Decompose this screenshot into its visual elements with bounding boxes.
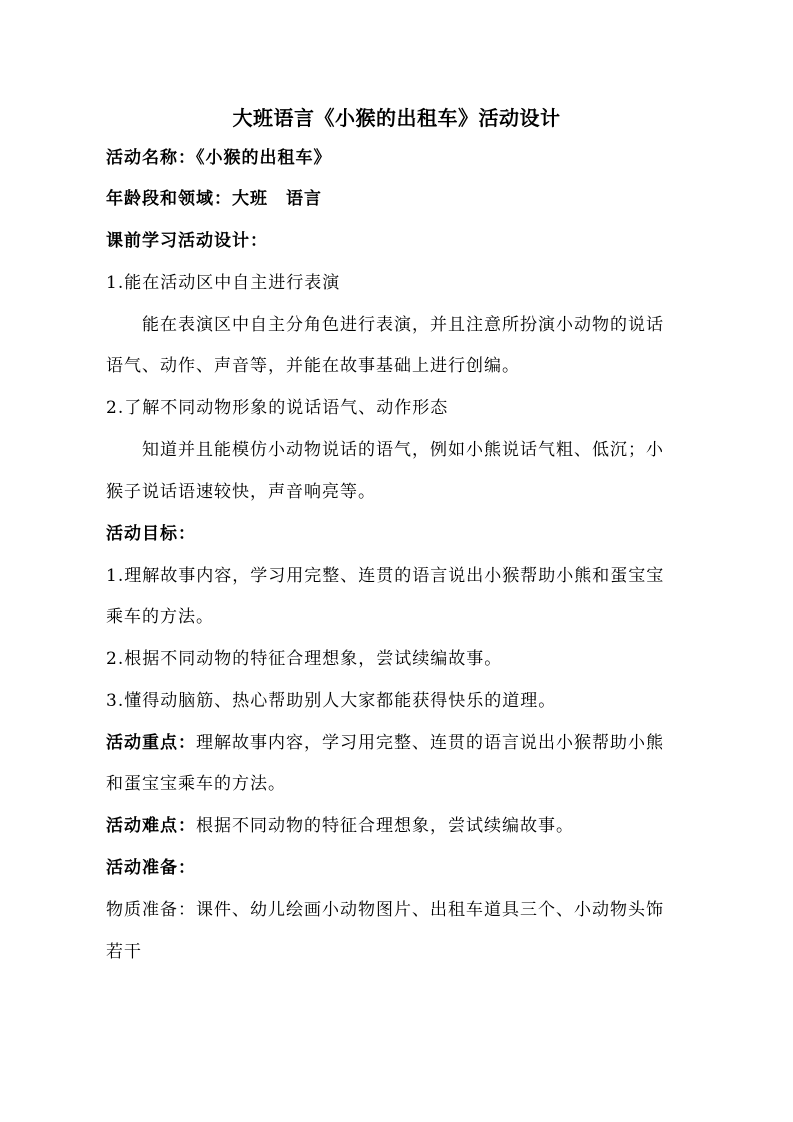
pre-class-heading: 课前学习活动设计：: [106, 231, 268, 251]
pre-class-item2-line1: 知道并且能模仿小动物说话的语气，例如小熊说话气粗、低沉；小: [142, 440, 664, 460]
goal-3: 3.懂得动脑筋、热心帮助别人大家都能获得快乐的道理。: [106, 691, 557, 711]
pre-class-item2-line2: 猴子说话语速较快，声音响亮等。: [106, 482, 376, 502]
pre-class-item1-title: 1.能在活动区中自主进行表演: [106, 273, 341, 293]
difficulty-text: 根据不同动物的特征合理想象，尝试续编故事。: [196, 816, 574, 836]
key-point-text: 理解故事内容，学习用完整、连贯的语言说出小猴帮助小熊: [196, 733, 664, 753]
goal-1-line2: 乘车的方法。: [106, 607, 214, 627]
key-point-line1: [106, 731, 696, 755]
difficulty-label: 活动难点：: [106, 816, 196, 836]
age-domain-value: 大班 语言: [232, 189, 322, 209]
preparation-line1: 物质准备：课件、幼儿绘画小动物图片、出租车道具三个、小动物头饰: [106, 900, 664, 920]
pre-class-item1-line2: 语气、动作、声音等，并能在故事基础上进行创编。: [106, 356, 520, 376]
goal-1-line1: 1.理解故事内容，学习用完整、连贯的语言说出小猴帮助小熊和蛋宝宝: [106, 566, 665, 586]
pre-class-item1-line1: 能在表演区中自主分角色进行表演，并且注意所扮演小动物的说话: [142, 315, 664, 335]
age-domain-line: [106, 187, 696, 211]
age-domain-label: 年龄段和领域：: [106, 189, 232, 209]
preparation-heading: 活动准备：: [106, 858, 196, 878]
key-point-line2: 和蛋宝宝乘车的方法。: [106, 774, 286, 794]
activity-name-value: 《小猴的出租车》: [196, 148, 332, 168]
goals-heading: 活动目标：: [106, 524, 196, 544]
activity-name-line: [106, 146, 696, 170]
preparation-line2: 若干: [106, 942, 142, 962]
key-point-label: 活动重点：: [106, 733, 196, 753]
goal-2: 2.根据不同动物的特征合理想象，尝试续编故事。: [106, 649, 503, 669]
pre-class-item2-title: 2.了解不同动物形象的说话语气、动作形态: [106, 398, 449, 418]
document-title: 大班语言《小猴的出租车》活动设计: [232, 106, 561, 130]
activity-name-label: 活动名称：: [106, 148, 196, 168]
difficulty-line: [106, 814, 696, 838]
